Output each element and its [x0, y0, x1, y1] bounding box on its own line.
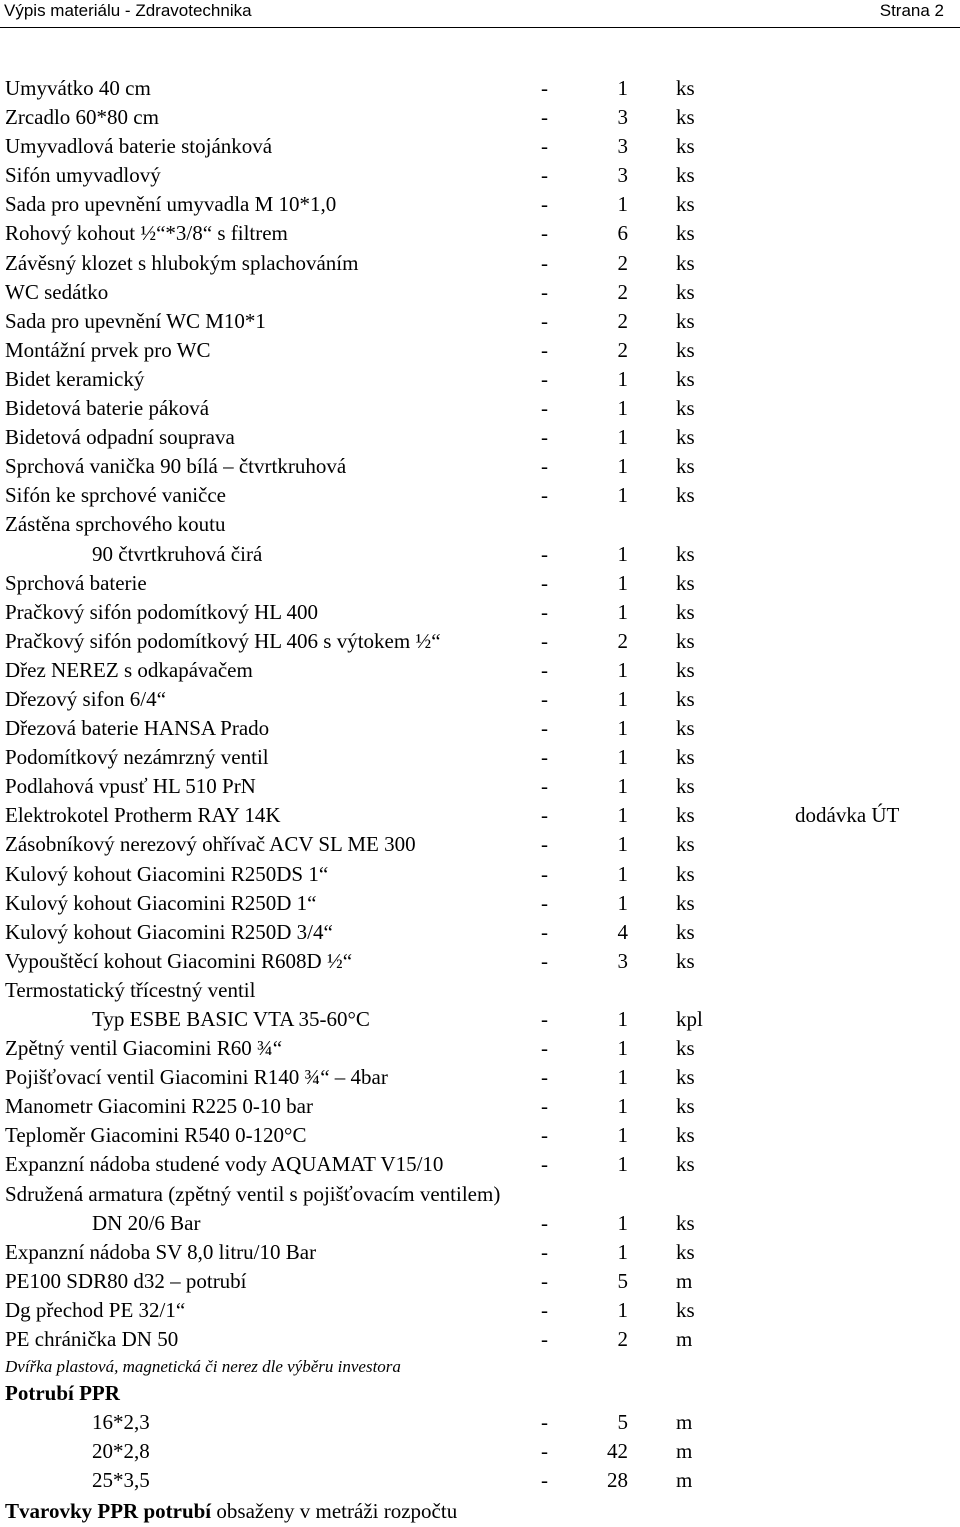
item-dash: - — [541, 308, 548, 333]
item-dash: - — [541, 657, 548, 682]
item-dash: - — [541, 948, 548, 973]
page-header — [0, 0, 960, 22]
item-name: Kulový kohout Giacomini R250D 1“ — [5, 890, 317, 915]
item-unit: ks — [676, 1094, 695, 1119]
item-name: 16*2,3 — [92, 1410, 150, 1435]
item-quantity: 1 — [617, 1239, 628, 1264]
item-unit: ks — [676, 948, 695, 973]
item-unit: ks — [676, 1210, 695, 1235]
item-dash: - — [541, 1297, 548, 1322]
list-item — [0, 772, 960, 801]
item-dash: - — [541, 221, 548, 246]
item-name: Dg přechod PE 32/1“ — [5, 1297, 186, 1322]
list-item — [0, 481, 960, 510]
item-name: Dřezová baterie HANSA Prado — [5, 716, 270, 741]
item-dash: - — [541, 250, 548, 275]
item-unit: ks — [676, 396, 695, 421]
item-quantity: 2 — [617, 337, 628, 362]
list-item — [0, 685, 960, 714]
list-item — [0, 1005, 960, 1034]
item-dash: - — [541, 366, 548, 391]
item-quantity: 1 — [617, 599, 628, 624]
item-unit: ks — [676, 308, 695, 333]
item-quantity: 1 — [617, 1210, 628, 1235]
item-name: Umyvátko 40 cm — [5, 76, 151, 100]
list-item — [0, 1437, 960, 1466]
list-item — [0, 190, 960, 219]
list-item — [0, 830, 960, 859]
item-dash: - — [541, 1439, 548, 1464]
item-name: Pračkový sifón podomítkový HL 400 — [5, 599, 319, 624]
list-item — [0, 1092, 960, 1121]
list-item — [0, 1466, 960, 1495]
item-name: Manometr Giacomini R225 0-10 bar — [5, 1094, 313, 1119]
item-quantity: 1 — [617, 774, 628, 799]
item-dash: - — [541, 686, 548, 711]
item-quantity: 3 — [617, 105, 628, 130]
item-dash: - — [541, 1065, 548, 1090]
item-unit: ks — [676, 890, 695, 915]
item-unit: ks — [676, 337, 695, 362]
item-unit: ks — [676, 250, 695, 275]
item-name: Pračkový sifón podomítkový HL 406 s výtokem ½“ — [5, 628, 441, 653]
item-name: Bidetová baterie páková — [5, 396, 210, 421]
item-name: Sifón ke sprchové vaničce — [5, 483, 227, 508]
list-item — [0, 1121, 960, 1150]
item-unit: ks — [676, 163, 695, 188]
item-unit: ks — [676, 1239, 695, 1264]
document-title: Výpis materiálu - Zdravotechnika — [4, 1, 252, 20]
list-item — [0, 714, 960, 743]
item-quantity: 3 — [617, 163, 628, 188]
list-item — [0, 1267, 960, 1296]
item-unit: ks — [676, 657, 695, 682]
list-item — [0, 860, 960, 889]
item-unit: ks — [676, 745, 695, 770]
item-quantity: 4 — [617, 919, 628, 944]
item-quantity: 1 — [617, 541, 628, 566]
item-unit: ks — [676, 541, 695, 566]
list-item — [0, 656, 960, 685]
item-quantity: 1 — [617, 861, 628, 886]
item-unit: ks — [676, 832, 695, 857]
list-item — [0, 918, 960, 947]
list-item — [0, 801, 960, 830]
item-quantity: 1 — [617, 570, 628, 595]
item-dash: - — [541, 1036, 548, 1061]
list-item — [0, 452, 960, 481]
item-dash: - — [541, 76, 548, 100]
list-item — [0, 132, 960, 161]
item-quantity: 1 — [617, 716, 628, 741]
item-unit: m — [676, 1327, 693, 1352]
item-quantity: 42 — [607, 1439, 628, 1464]
item-unit: ks — [676, 774, 695, 799]
list-item — [0, 1034, 960, 1063]
list-item — [0, 336, 960, 365]
item-quantity: 1 — [617, 1036, 628, 1061]
item-unit: ks — [676, 105, 695, 130]
item-unit: ks — [676, 454, 695, 479]
item-dash: - — [541, 1152, 548, 1177]
item-dash: - — [541, 919, 548, 944]
item-dash: - — [541, 163, 548, 188]
item-name: Dřez NEREZ s odkapávačem — [5, 657, 253, 682]
list-item — [0, 598, 960, 627]
list-item — [0, 103, 960, 132]
closing-bold: Tvarovky PPR potrubí — [5, 1498, 212, 1523]
item-dash: - — [541, 1327, 548, 1352]
list-item — [0, 1063, 960, 1092]
item-unit: ks — [676, 599, 695, 624]
item-unit: kpl — [676, 1007, 703, 1031]
item-name: Podlahová vpusť HL 510 PrN — [5, 774, 256, 799]
list-item — [0, 889, 960, 918]
item-quantity: 1 — [617, 192, 628, 217]
closing-rest: obsaženy v metráži rozpočtu — [211, 1498, 458, 1523]
list-item — [0, 1209, 960, 1238]
item-name: 20*2,8 — [92, 1439, 150, 1464]
item-name: Sprchová baterie — [5, 570, 147, 595]
item-dash: - — [541, 337, 548, 362]
item-note: dodávka ÚT — [795, 803, 900, 828]
item-unit: ks — [676, 861, 695, 886]
list-item — [0, 1238, 960, 1267]
item-dash: - — [541, 832, 548, 857]
item-dash: - — [541, 1007, 548, 1031]
item-quantity: 5 — [617, 1410, 628, 1435]
item-unit: ks — [676, 628, 695, 653]
list-item — [0, 947, 960, 976]
item-quantity: 1 — [617, 745, 628, 770]
item-dash: - — [541, 803, 548, 828]
item-unit: ks — [676, 1123, 695, 1148]
item-dash: - — [541, 1410, 548, 1435]
section-title: Potrubí PPR — [5, 1381, 120, 1406]
item-quantity: 3 — [617, 948, 628, 973]
item-name: Typ ESBE BASIC VTA 35-60°C — [92, 1007, 370, 1031]
item-unit: m — [676, 1439, 693, 1464]
item-dash: - — [541, 745, 548, 770]
item-quantity: 2 — [617, 1327, 628, 1352]
item-dash: - — [541, 1210, 548, 1235]
items-block — [0, 74, 960, 1354]
item-name: WC sedátko — [5, 279, 109, 304]
list-item — [0, 1408, 960, 1437]
item-dash: - — [541, 1123, 548, 1148]
item-quantity: 1 — [617, 1007, 628, 1031]
list-item — [0, 743, 960, 772]
item-name: Kulový kohout Giacomini R250D 3/4“ — [5, 919, 333, 944]
item-name: Montážní prvek pro WC — [5, 337, 211, 362]
item-dash: - — [541, 599, 548, 624]
item-quantity: 1 — [617, 396, 628, 421]
item-quantity: 1 — [617, 454, 628, 479]
item-name: Sada pro upevnění umyvadla M 10*1,0 — [5, 192, 337, 217]
list-item — [0, 161, 960, 190]
item-dash: - — [541, 105, 548, 130]
item-name: Sifón umyvadlový — [5, 163, 161, 188]
item-unit: ks — [676, 483, 695, 508]
list-item — [0, 74, 960, 103]
item-unit: ks — [676, 919, 695, 944]
item-dash: - — [541, 570, 548, 595]
closing-line — [0, 1496, 960, 1527]
page-number: Strana 2 — [879, 1, 944, 20]
item-quantity: 1 — [617, 483, 628, 508]
item-name: PE100 SDR80 d32 – potrubí — [5, 1268, 247, 1293]
list-item — [0, 569, 960, 598]
item-name: Expanzní nádoba studené vody AQUAMAT V15/10 — [5, 1152, 444, 1177]
item-name: 25*3,5 — [92, 1468, 150, 1493]
item-quantity: 1 — [617, 1297, 628, 1322]
item-quantity: 2 — [617, 250, 628, 275]
list-item — [0, 510, 960, 539]
list-item — [0, 278, 960, 307]
item-name: Vypouštěcí kohout Giacomini R608D ½“ — [5, 948, 353, 973]
section-heading — [0, 1379, 960, 1408]
note-line — [0, 1354, 960, 1379]
item-dash: - — [541, 396, 548, 421]
item-name: Kulový kohout Giacomini R250DS 1“ — [5, 861, 329, 886]
item-unit: ks — [676, 192, 695, 217]
item-unit: ks — [676, 76, 695, 100]
item-name: Pojišťovací ventil Giacomini R140 ¾“ – 4bar — [5, 1065, 388, 1090]
item-quantity: 5 — [617, 1268, 628, 1293]
item-quantity: 1 — [617, 1123, 628, 1148]
list-item — [0, 219, 960, 248]
header-divider — [0, 27, 960, 28]
item-name: Umyvadlová baterie stojánková — [5, 134, 273, 159]
item-dash: - — [541, 1268, 548, 1293]
item-unit: ks — [676, 279, 695, 304]
item-quantity: 1 — [617, 890, 628, 915]
item-dash: - — [541, 890, 548, 915]
list-item — [0, 1150, 960, 1179]
item-unit: ks — [676, 803, 695, 828]
item-quantity: 6 — [617, 221, 628, 246]
list-item — [0, 1296, 960, 1325]
item-name: Dřezový sifon 6/4“ — [5, 686, 166, 711]
item-unit: ks — [676, 1065, 695, 1090]
item-quantity: 1 — [617, 1094, 628, 1119]
item-dash: - — [541, 1468, 548, 1493]
item-unit: m — [676, 1410, 693, 1435]
item-quantity: 1 — [617, 366, 628, 391]
item-quantity: 2 — [617, 628, 628, 653]
item-name: Teploměr Giacomini R540 0-120°C — [5, 1123, 307, 1148]
item-unit: ks — [676, 686, 695, 711]
item-quantity: 1 — [617, 1065, 628, 1090]
item-name: Expanzní nádoba SV 8,0 litru/10 Bar — [5, 1239, 317, 1264]
item-quantity: 2 — [617, 279, 628, 304]
item-name: Sdružená armatura (zpětný ventil s pojišťovacím ventilem) — [5, 1181, 501, 1206]
list-item — [0, 365, 960, 394]
ppr-items-block — [0, 1408, 960, 1495]
item-unit: ks — [676, 716, 695, 741]
item-unit: m — [676, 1468, 693, 1493]
item-unit: ks — [676, 134, 695, 159]
item-name: Bidetová odpadní souprava — [5, 425, 235, 450]
item-name: Zástěna sprchového koutu — [5, 512, 226, 537]
item-name: DN 20/6 Bar — [92, 1210, 201, 1235]
item-dash: - — [541, 192, 548, 217]
item-unit: ks — [676, 570, 695, 595]
item-dash: - — [541, 716, 548, 741]
item-quantity: 1 — [617, 1152, 628, 1177]
item-name: Termostatický třícestný ventil — [5, 977, 256, 1002]
item-quantity: 1 — [617, 803, 628, 828]
item-name: Zásobníkový nerezový ohřívač ACV SL ME 300 — [5, 832, 416, 857]
item-name: Závěsný klozet s hlubokým splachováním — [5, 250, 359, 275]
item-dash: - — [541, 628, 548, 653]
item-name: Rohový kohout ½“*3/8“ s filtrem — [5, 221, 288, 246]
item-name: Sada pro upevnění WC M10*1 — [5, 308, 266, 333]
item-dash: - — [541, 774, 548, 799]
item-unit: ks — [676, 221, 695, 246]
item-quantity: 3 — [617, 134, 628, 159]
item-unit: m — [676, 1268, 693, 1293]
list-item — [0, 976, 960, 1005]
list-item — [0, 627, 960, 656]
closing-text — [5, 1496, 457, 1527]
list-item — [0, 423, 960, 452]
item-quantity: 28 — [607, 1468, 628, 1493]
item-dash: - — [541, 541, 548, 566]
item-quantity: 1 — [617, 657, 628, 682]
item-unit: ks — [676, 425, 695, 450]
item-quantity: 1 — [617, 425, 628, 450]
item-quantity: 1 — [617, 76, 628, 100]
item-unit: ks — [676, 1297, 695, 1322]
list-item — [0, 540, 960, 569]
list-item — [0, 394, 960, 423]
note-text: Dvířka plastová, magnetická či nerez dle výběru investora — [5, 1357, 401, 1377]
item-dash: - — [541, 1239, 548, 1264]
material-list — [0, 74, 960, 1527]
item-name: PE chránička DN 50 — [5, 1327, 179, 1352]
item-unit: ks — [676, 1152, 695, 1177]
item-name: Zpětný ventil Giacomini R60 ¾“ — [5, 1036, 283, 1061]
item-name: Elektrokotel Protherm RAY 14K — [5, 803, 281, 828]
item-dash: - — [541, 1094, 548, 1119]
list-item — [0, 307, 960, 336]
item-unit: ks — [676, 1036, 695, 1061]
list-item — [0, 1325, 960, 1354]
item-dash: - — [541, 134, 548, 159]
list-item — [0, 1180, 960, 1209]
item-dash: - — [541, 861, 548, 886]
item-dash: - — [541, 279, 548, 304]
item-name: Podomítkový nezámrzný ventil — [5, 745, 269, 770]
item-dash: - — [541, 454, 548, 479]
item-quantity: 1 — [617, 686, 628, 711]
item-name: Bidet keramický — [5, 366, 145, 391]
item-quantity: 1 — [617, 832, 628, 857]
item-quantity: 2 — [617, 308, 628, 333]
list-item — [0, 249, 960, 278]
item-name: Sprchová vanička 90 bílá – čtvrtkruhová — [5, 454, 347, 479]
item-dash: - — [541, 425, 548, 450]
item-name: Zrcadlo 60*80 cm — [5, 105, 159, 130]
item-unit: ks — [676, 366, 695, 391]
item-dash: - — [541, 483, 548, 508]
item-name: 90 čtvrtkruhová čirá — [92, 541, 263, 566]
